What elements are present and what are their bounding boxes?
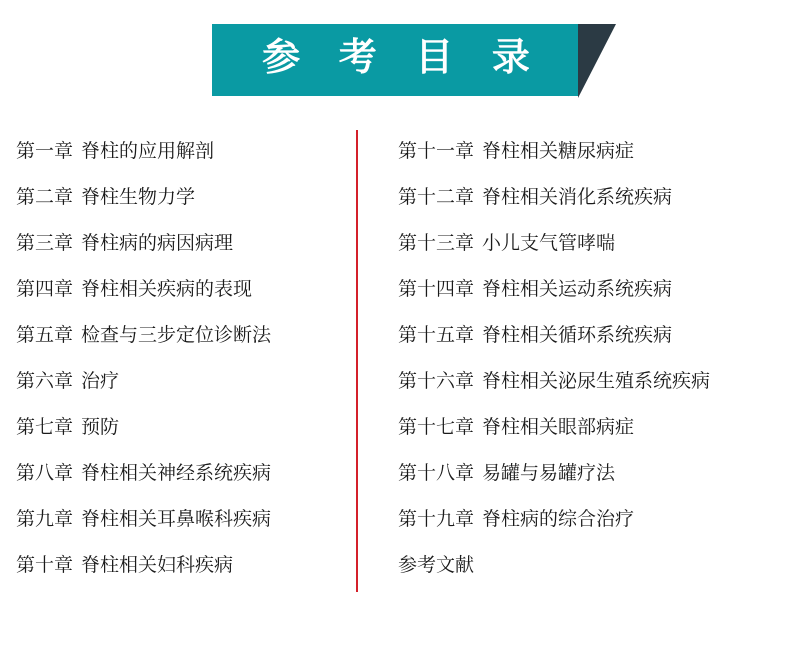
- toc-entry[interactable]: [16, 542, 356, 588]
- toc-entry[interactable]: [16, 312, 356, 358]
- toc-entry-chapter: 第一章: [16, 140, 74, 162]
- toc-entry-chapter: 第四章: [16, 278, 74, 300]
- toc-entry-chapter: 第十九章: [398, 508, 475, 530]
- toc-entry-title: 易罐与易罐疗法: [482, 462, 616, 484]
- toc-entry-chapter: 第十一章: [398, 140, 475, 162]
- page-title: 参 考 目 录: [212, 24, 578, 96]
- toc-entry[interactable]: [16, 266, 356, 312]
- toc-entry-title: 小儿支气管哮喘: [482, 232, 616, 254]
- toc-entry-title: 检查与三步定位诊断法: [81, 324, 272, 346]
- toc-entry[interactable]: [16, 358, 356, 404]
- toc-entry-chapter: 第九章: [16, 508, 74, 530]
- toc-entry[interactable]: [16, 450, 356, 496]
- toc-entry[interactable]: [16, 496, 356, 542]
- toc-entry-chapter: 参考文献: [398, 554, 475, 576]
- toc-entry[interactable]: [398, 174, 790, 220]
- toc-entry[interactable]: [398, 542, 790, 588]
- toc-entry[interactable]: [398, 450, 790, 496]
- toc-entry-chapter: 第五章: [16, 324, 74, 346]
- toc-entry[interactable]: [16, 174, 356, 220]
- toc-entry-title: 脊柱相关运动系统疾病: [482, 278, 673, 300]
- toc-entry-title: 脊柱相关糖尿病症: [482, 140, 635, 162]
- toc-entry-title: 脊柱生物力学: [81, 186, 196, 208]
- toc-entry-chapter: 第十四章: [398, 278, 475, 300]
- toc-entry-title: 预防: [81, 416, 120, 438]
- toc-entry-title: 脊柱的应用解剖: [81, 140, 215, 162]
- toc-entry[interactable]: [398, 128, 790, 174]
- toc-entry-chapter: 第十六章: [398, 370, 475, 392]
- toc-entry-title: 脊柱相关消化系统疾病: [482, 186, 673, 208]
- toc-entry[interactable]: [398, 312, 790, 358]
- toc-entry-title: 脊柱病的病因病理: [81, 232, 234, 254]
- toc-entry-chapter: 第八章: [16, 462, 74, 484]
- toc-entry-title: 脊柱病的综合治疗: [482, 508, 635, 530]
- toc-entry-title: 脊柱相关眼部病症: [482, 416, 635, 438]
- column-divider: [356, 130, 358, 592]
- toc-entry-title: 脊柱相关耳鼻喉科疾病: [81, 508, 272, 530]
- toc-entry-chapter: 第十七章: [398, 416, 475, 438]
- toc-entry-title: 脊柱相关疾病的表现: [81, 278, 253, 300]
- toc-right-column: [356, 128, 790, 588]
- toc-entry[interactable]: [398, 404, 790, 450]
- toc-columns: [0, 112, 790, 588]
- header-banner-area: [0, 0, 790, 112]
- toc-entry-title: 脊柱相关妇科疾病: [81, 554, 234, 576]
- toc-entry-chapter: 第十五章: [398, 324, 475, 346]
- banner: [212, 24, 578, 96]
- banner-tail-decoration: [578, 24, 616, 98]
- toc-entry-chapter: 第十二章: [398, 186, 475, 208]
- toc-entry-title: 脊柱相关泌尿生殖系统疾病: [482, 370, 711, 392]
- toc-entry[interactable]: [398, 220, 790, 266]
- toc-entry[interactable]: [16, 128, 356, 174]
- toc-entry-chapter: 第二章: [16, 186, 74, 208]
- toc-entry-chapter: 第七章: [16, 416, 74, 438]
- toc-entry[interactable]: [16, 404, 356, 450]
- toc-entry-chapter: 第三章: [16, 232, 74, 254]
- toc-entry-title: 脊柱相关循环系统疾病: [482, 324, 673, 346]
- toc-entry[interactable]: [398, 266, 790, 312]
- toc-entry-chapter: 第十八章: [398, 462, 475, 484]
- toc-entry[interactable]: [398, 358, 790, 404]
- toc-entry-title: 脊柱相关神经系统疾病: [81, 462, 272, 484]
- toc-entry-chapter: 第六章: [16, 370, 74, 392]
- toc-left-column: [0, 128, 356, 588]
- toc-entry[interactable]: [398, 496, 790, 542]
- toc-entry-title: 治疗: [81, 370, 120, 392]
- toc-entry-chapter: 第十三章: [398, 232, 475, 254]
- toc-entry-chapter: 第十章: [16, 554, 74, 576]
- toc-entry[interactable]: [16, 220, 356, 266]
